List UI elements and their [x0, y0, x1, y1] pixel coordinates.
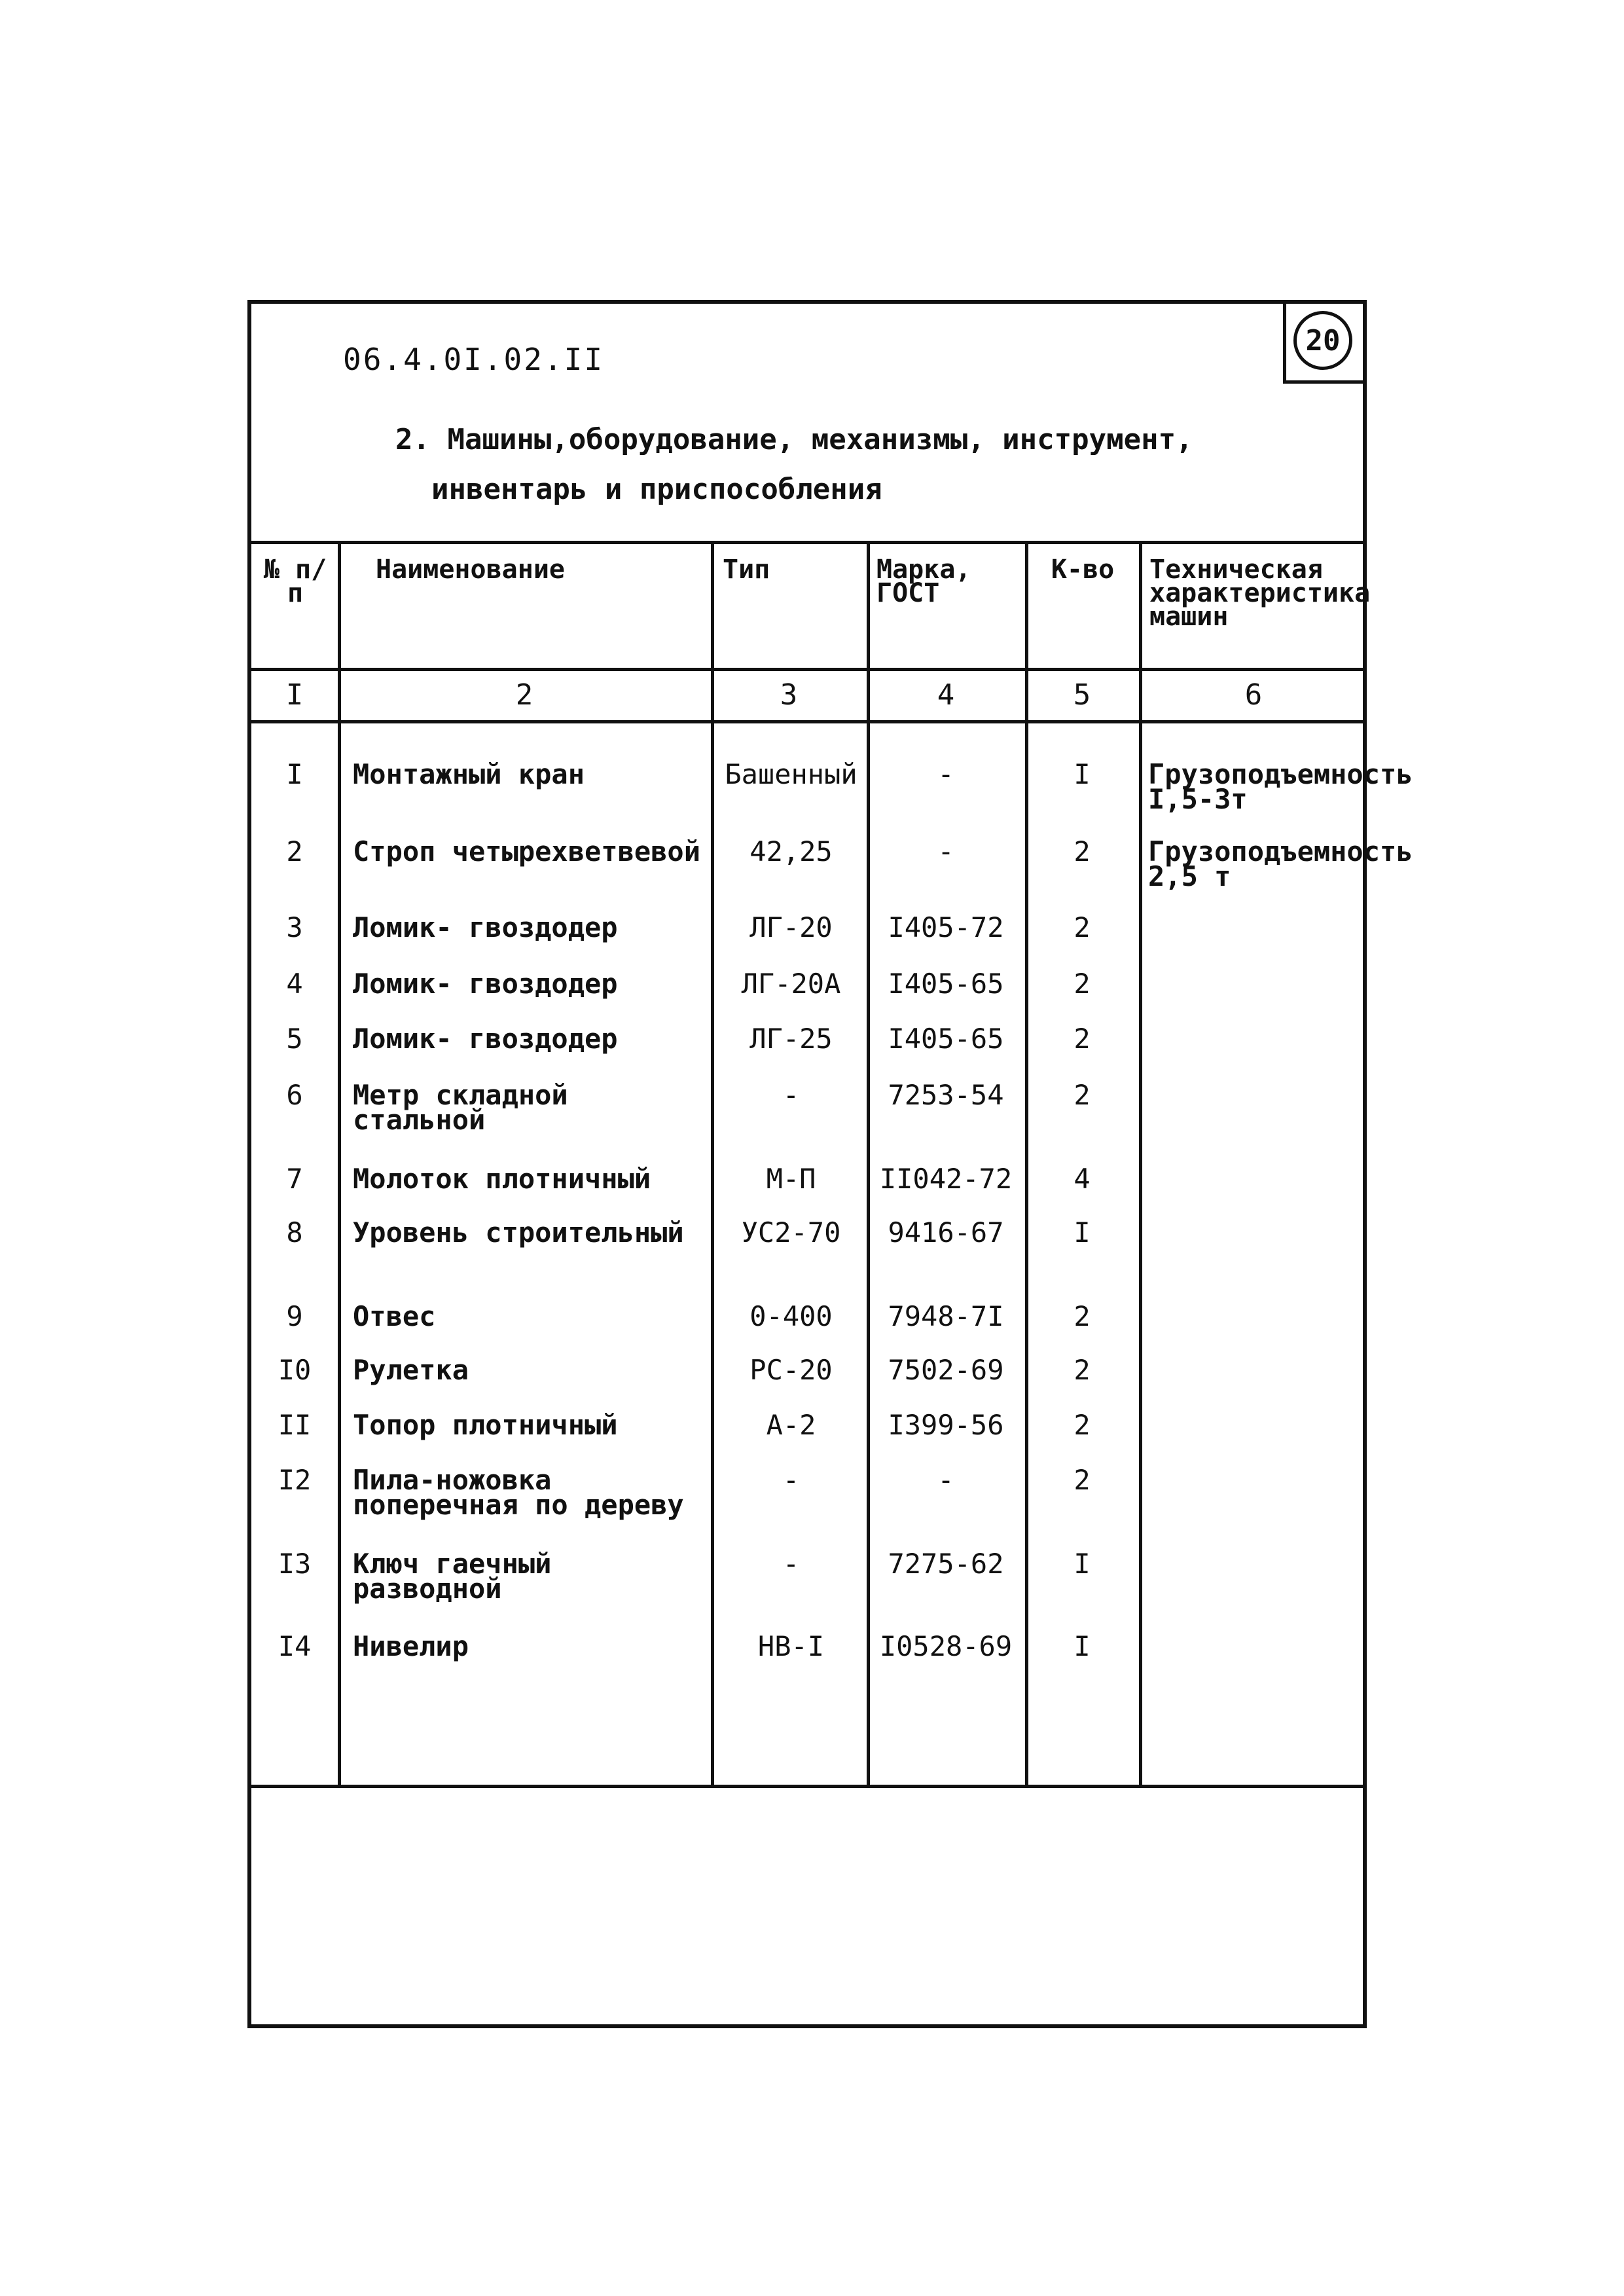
col-number-3: 3: [780, 678, 798, 712]
row-4-qty: 2: [1074, 968, 1091, 1000]
row-1-mark: -: [937, 758, 954, 790]
row-7-mark: II042-72: [879, 1163, 1013, 1195]
col-number-1: I: [285, 678, 304, 712]
col-divider-1: [338, 541, 341, 1786]
row-5-n: 5: [286, 1023, 303, 1055]
row-2-tech: Грузоподъемность 2,5 т: [1148, 835, 1413, 892]
row-7-name: Молоток плотничный: [353, 1163, 651, 1195]
row-9-n: 9: [286, 1300, 303, 1332]
row-12-n: I2: [278, 1464, 312, 1496]
row-1-name: Монтажный кран: [353, 758, 585, 790]
row-7-type: М-П: [766, 1163, 816, 1195]
row-2-qty: 2: [1074, 835, 1091, 867]
col-divider-2: [711, 541, 714, 1786]
row-2-type: 42,25: [749, 835, 833, 867]
row-7-qty: 4: [1074, 1163, 1091, 1195]
header-qty: К-во: [1051, 555, 1115, 585]
document-frame: [247, 300, 1413, 2028]
row-13-n: I3: [278, 1548, 312, 1580]
row-11-n: II: [278, 1409, 312, 1441]
col-number-5: 5: [1073, 678, 1091, 712]
row-3-n: 3: [286, 911, 303, 943]
row-4-name: Ломик- гвоздодер: [353, 968, 618, 1000]
col-number-2: 2: [515, 678, 533, 712]
row-9-type: 0-400: [749, 1300, 833, 1332]
row-3-mark: I405-72: [888, 911, 1004, 943]
row-2-mark: -: [937, 835, 954, 867]
row-1-tech: Грузоподъемность I,5-3т: [1148, 758, 1413, 815]
col-divider-3: [867, 541, 870, 1786]
col-divider-5: [1139, 541, 1142, 1786]
row-6-n: 6: [286, 1079, 303, 1111]
row-2-n: 2: [286, 835, 303, 867]
row-13-qty: I: [1074, 1548, 1091, 1580]
col-number-4: 4: [937, 678, 955, 712]
row-8-mark: 9416-67: [888, 1216, 1004, 1248]
row-11-name: Топор плотничный: [353, 1409, 618, 1441]
row-14-name: Нивелир: [353, 1630, 469, 1662]
row-8-n: 8: [286, 1216, 303, 1248]
row-10-mark: 7502-69: [888, 1354, 1004, 1386]
row-11-type: А-2: [766, 1409, 816, 1441]
header-name: Наименование: [376, 555, 565, 585]
row-12-type: -: [782, 1464, 800, 1496]
row-14-type: НВ-I: [757, 1630, 825, 1662]
col-divider-4: [1025, 541, 1028, 1786]
row-9-mark: 7948-7I: [888, 1300, 1004, 1332]
row-10-qty: 2: [1074, 1354, 1091, 1386]
row-1-qty: I: [1074, 758, 1091, 790]
row-6-name: Метр складной стальной: [353, 1079, 568, 1136]
row-5-type: ЛГ-25: [749, 1023, 833, 1055]
row-6-mark: 7253-54: [888, 1079, 1004, 1111]
table-bottom-border: [251, 1785, 1363, 1788]
document-code: 06.4.0I.02.II: [343, 342, 605, 377]
row-7-n: 7: [286, 1163, 303, 1195]
table-top-border: [251, 541, 1363, 544]
row-2-name: Строп четырехветвевой: [353, 835, 701, 867]
row-13-type: -: [782, 1548, 800, 1580]
column-number-bottom-border: [251, 720, 1363, 723]
row-5-name: Ломик- гвоздодер: [353, 1023, 618, 1055]
page-number-box: [1283, 304, 1363, 384]
row-9-qty: 2: [1074, 1300, 1091, 1332]
row-3-name: Ломик- гвоздодер: [353, 911, 618, 943]
row-10-n: I0: [278, 1354, 312, 1386]
row-13-name: Ключ гаечный разводной: [353, 1548, 552, 1605]
row-14-n: I4: [278, 1630, 312, 1662]
row-3-type: ЛГ-20: [749, 911, 833, 943]
row-5-qty: 2: [1074, 1023, 1091, 1055]
row-6-type: -: [782, 1079, 800, 1111]
page-number: 20: [1293, 311, 1352, 370]
row-10-type: РС-20: [749, 1354, 833, 1386]
row-11-qty: 2: [1074, 1409, 1091, 1441]
row-12-qty: 2: [1074, 1464, 1091, 1496]
row-4-type: ЛГ-20А: [741, 968, 841, 1000]
row-6-qty: 2: [1074, 1079, 1091, 1111]
row-5-mark: I405-65: [888, 1023, 1004, 1055]
row-13-mark: 7275-62: [888, 1548, 1004, 1580]
row-4-n: 4: [286, 968, 303, 1000]
header-mark: Марка, ГОСТ: [876, 555, 971, 608]
row-14-mark: I0528-69: [879, 1630, 1013, 1662]
row-14-qty: I: [1074, 1630, 1091, 1662]
row-12-name: Пила-ножовка поперечная по дереву: [353, 1464, 684, 1521]
row-3-qty: 2: [1074, 911, 1091, 943]
row-12-mark: -: [937, 1464, 954, 1496]
section-title: [395, 415, 1246, 515]
header-bottom-border: [251, 668, 1363, 671]
header-type: Тип: [723, 555, 770, 585]
row-8-type: УС2-70: [741, 1216, 841, 1248]
row-4-mark: I405-65: [888, 968, 1004, 1000]
row-10-name: Рулетка: [353, 1354, 469, 1386]
section-title-line2: инвентарь и приспособления: [431, 473, 882, 506]
row-8-qty: I: [1074, 1216, 1091, 1248]
row-11-mark: I399-56: [888, 1409, 1004, 1441]
row-1-n: I: [286, 758, 303, 790]
header-tech: Техническая характеристика машин: [1149, 555, 1371, 632]
col-number-6: 6: [1244, 678, 1263, 712]
row-1-type: Башенный: [725, 758, 857, 790]
section-title-line1: 2. Машины,оборудование, механизмы, инструмент,: [395, 423, 1193, 456]
header-num: № п/п: [263, 555, 327, 608]
row-8-name: Уровень строительный: [353, 1216, 684, 1248]
row-9-name: Отвес: [353, 1300, 436, 1332]
